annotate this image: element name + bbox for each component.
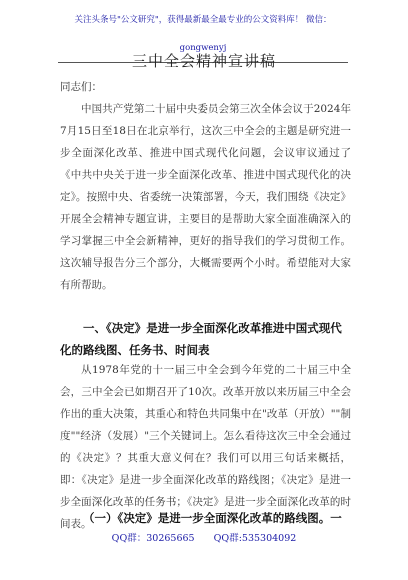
footer-qq-group-1: QQ群：30265665	[111, 533, 195, 544]
subsection-heading-1: （一）《决定》是进一步全面深化改革的路线图。一	[83, 511, 342, 525]
document-title: 三中全会精神宣讲稿	[131, 52, 276, 70]
intro-paragraph: 中国共产党第二十届中央委员会第三次全体会议于2024年7月15日至18日在北京举行，这次三中全会的主题是研究进一步全面深化改革、推进中国式现代化问题，会议审议通过了《中共中央关于进一步全面深化改革、推进中国式现代化的决定》。按照中央、省委统一决策部署，今天，我们围绕《决定》开展全会精神专题宣讲，主要目的是帮助大家全面准确深入的学习掌握三中全会新精神，更好的指导我们的学习贯彻工作。这次辅导报告分三个部分，大概需要两个小时。希望能对大家有所帮助。	[60, 103, 351, 291]
salutation: 同志们：	[60, 81, 102, 93]
footer-qq-group-2: QQ群:535304092	[213, 533, 297, 544]
section-paragraph-1: 从1978年党的十一届三中全会到今年党的二十届三中全会，三中全会已如期召开了10次。改革开放以来历届三中全会作出的重大决策，其重心和特色共同集中在"改革（开放）""制度""经济（发展）"三个关键词上。怎么看待这次三中全会通过的《决定》？其重大意义何在？我们可以用三句话来概括，即：《决定》是进一步全面深化改革的路线图；《决定》是进一步全面深化改革的任务书；《决定》是进一步全面深化改革的时间表。	[60, 364, 351, 530]
section-heading-1: 一、《决定》是进一步全面深化改革推进中国式现代化的路线图、任务书、时间表	[60, 321, 342, 357]
footer-contact	[0, 532, 408, 546]
header-promo: 关注头条号"公文研究"，获得最新最全最专业的公文资料库！ 微信：gongwenyj	[58, 6, 348, 63]
